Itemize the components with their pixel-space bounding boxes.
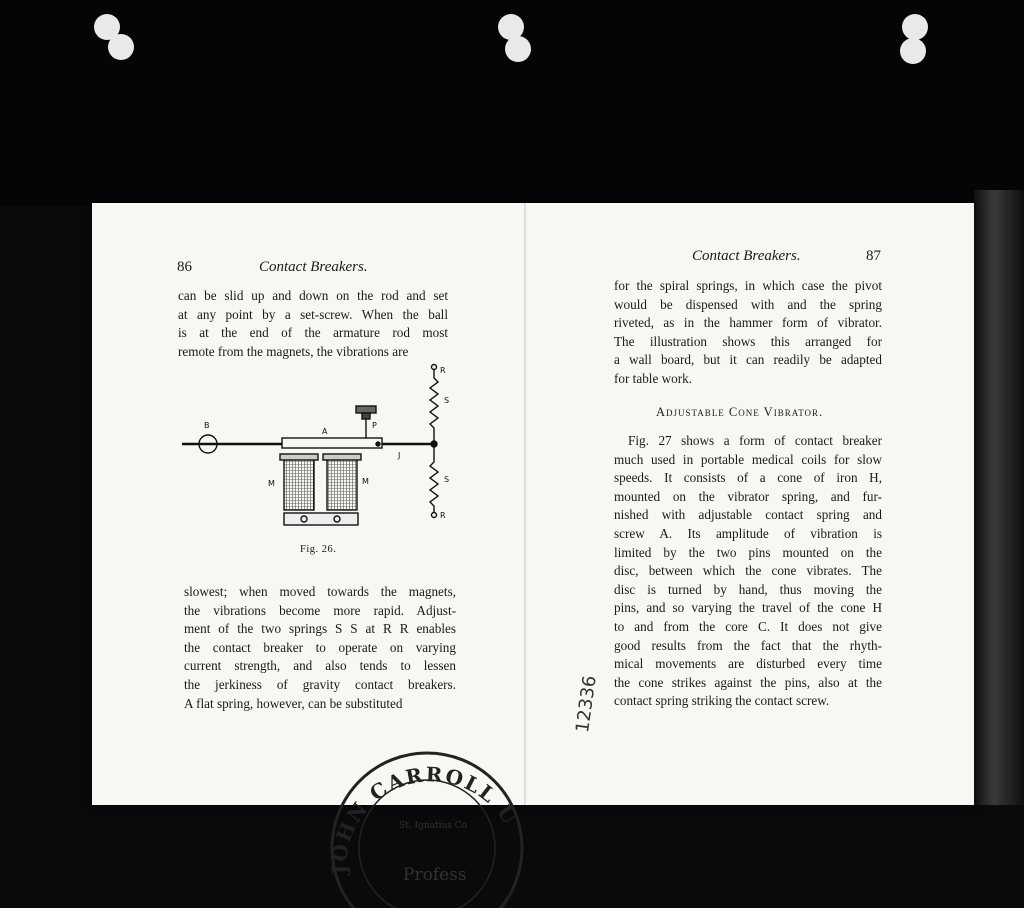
text-line: disc is turned by hand, thus moving the [614,581,882,597]
fig-label-b: B [204,421,210,430]
left-paragraph-1 [178,287,448,361]
stamp-line-1: JOHN CARROLL U [327,762,524,875]
text-line: speeds. It consists of a cone of iron H, [614,470,882,486]
figure-26-diagram [172,358,472,543]
text-line: for table work. [614,370,692,386]
fig-label-a: A [322,427,328,436]
text-line: The illustration shows this arranged for [614,333,882,349]
text-line: limited by the two pins mounted on the [614,544,882,560]
text-line: is at the end of the armature rod most [178,325,448,341]
fig-label-m-right: M [362,477,369,486]
right-page [526,203,974,805]
binder-hole-right-lower [900,38,926,64]
right-paragraph-2 [614,432,882,711]
text-line: Fig. 27 shows a form of contact breaker [628,433,882,448]
text-line: ment of the two springs S S at R R enables [184,621,456,637]
left-paragraph-2 [184,583,456,713]
text-line: can be slid up and down on the rod and set [178,288,448,303]
text-line: disc, between which the cone vibrates. The [614,563,882,579]
binder-hole-left-lower [108,34,134,60]
handwritten-note: 12336 [572,674,601,734]
text-line: would be dispensed with and the spring [614,296,882,312]
library-stamp [317,708,527,908]
text-line: a wall board, but it can readily be adapted [614,352,882,368]
text-line: at any point by a set-screw. When the ball [178,306,448,322]
text-line: mounted on the vibrator spring, and fur- [614,488,882,504]
text-line: screw A. Its amplitude of vibration is [614,525,882,541]
text-line: good results from the fact that the rhyth- [614,637,882,653]
stamp-line-3: Profess [403,865,467,885]
text-line: pins, and so varying the travel of the cone H [614,600,882,616]
section-heading: Adjustable Cone Vibrator. [656,405,824,419]
fig-label-s-top: S [444,396,450,405]
page-number: 87 [866,248,881,264]
running-title: Contact Breakers. [259,259,368,275]
binder-hole-right [902,14,928,40]
text-line: to and from the core C. It does not give [614,618,882,634]
fig-label-m-left: M [268,479,275,488]
open-book [92,203,974,885]
fig-label-s-bottom: S [444,475,450,484]
text-line: the jerkiness of gravity contact breakers. [184,676,456,692]
text-line: contact spring striking the contact screw. [614,693,830,709]
text-line: nished with adjustable contact spring and [614,507,882,523]
left-page [92,203,524,885]
right-paragraph-1 [614,277,882,389]
text-line: remote from the magnets, the vibrations are [178,343,409,359]
fig-label-r-bottom: R [440,511,446,520]
text-line: slowest; when moved towards the magnets, [184,584,456,599]
text-line: current strength, and also tends to lessen [184,658,456,674]
text-line: mical movements are disturbed every time [614,656,882,672]
text-line: the vibrations become more rapid. Adjust- [184,602,456,618]
text-line: the contact breaker to operate on varying [184,639,456,655]
stamp-line-2: St. Ignatius Co [399,821,468,831]
text-line: much used in portable medical coils for slow [614,451,882,467]
running-title: Contact Breakers. [692,248,801,264]
text-line: the cone strikes against the pins, also at the [614,674,882,690]
text-line: A flat spring, however, can be substituted [184,695,403,711]
page-number: 86 [177,259,192,275]
scan-right-edge [974,190,1024,805]
text-line: riveted, as in the hammer form of vibrator. [614,315,882,331]
text-line: for the spiral springs, in which case the pivot [614,278,882,293]
figure-caption: Fig. 26. [300,544,337,555]
fig-label-j: J [398,451,401,460]
binder-hole-center-lower [505,36,531,62]
fig-label-r-top: R [440,366,446,375]
fig-label-p: P [372,421,377,430]
